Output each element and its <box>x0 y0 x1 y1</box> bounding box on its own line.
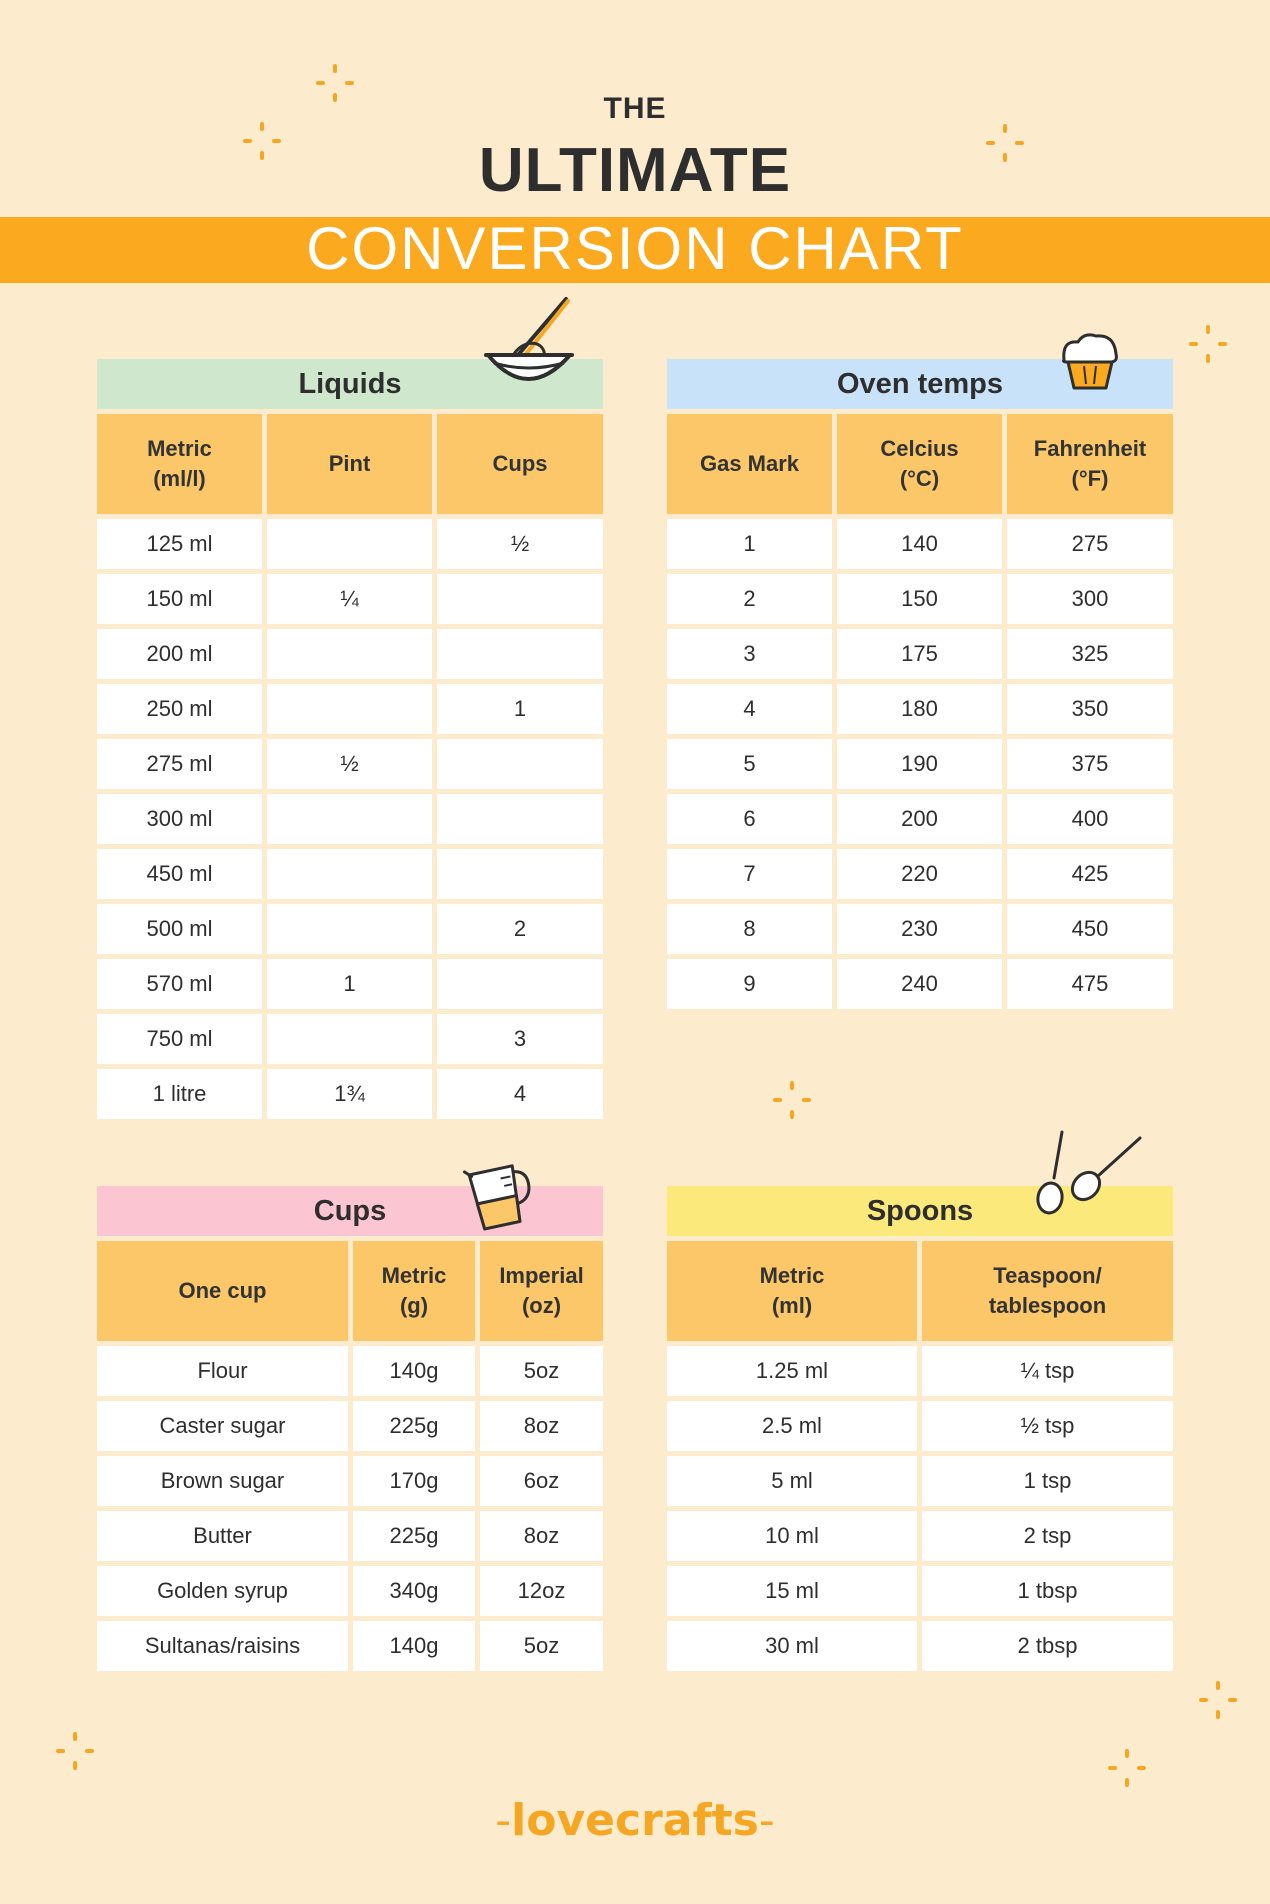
table-cell: 400 <box>1007 794 1173 844</box>
table-row <box>667 959 1173 1009</box>
spoons-table-body <box>667 1346 1173 1671</box>
cups-header-metric: Metric (g) <box>353 1241 475 1341</box>
table-row <box>97 1014 603 1064</box>
table-row <box>97 794 603 844</box>
table-cell <box>267 519 432 569</box>
table-cell: 5oz <box>480 1346 603 1396</box>
table-cell: 1 <box>437 684 603 734</box>
liquids-header-cups: Cups <box>437 414 603 514</box>
table-row <box>97 1511 603 1561</box>
table-cell: 170g <box>353 1456 475 1506</box>
sparkle-icon <box>55 1731 95 1771</box>
cups-header-imperial: Imperial (oz) <box>480 1241 603 1341</box>
table-cell: 570 ml <box>97 959 262 1009</box>
table-cell: 225g <box>353 1511 475 1561</box>
table-cell: 5 ml <box>667 1456 917 1506</box>
cupcake-icon <box>1058 330 1122 394</box>
table-row <box>97 1346 603 1396</box>
table-cell: 1¾ <box>267 1069 432 1119</box>
table-cell <box>267 684 432 734</box>
table-cell: 125 ml <box>97 519 262 569</box>
table-cell: 425 <box>1007 849 1173 899</box>
table-cell: 2 tbsp <box>922 1621 1173 1671</box>
table-row <box>667 1566 1173 1616</box>
table-cell: 12oz <box>480 1566 603 1616</box>
table-row <box>97 959 603 1009</box>
table-cell: 275 <box>1007 519 1173 569</box>
table-cell: 340g <box>353 1566 475 1616</box>
logo-text: lovecrafts <box>511 1795 759 1846</box>
table-cell: 5 <box>667 739 832 789</box>
spoons-header-teaspoon: Teaspoon/ tablespoon <box>922 1241 1173 1341</box>
table-cell: 240 <box>837 959 1002 1009</box>
table-row <box>667 684 1173 734</box>
cups-panel <box>97 1186 603 1676</box>
table-row <box>97 629 603 679</box>
table-cell: 2.5 ml <box>667 1401 917 1451</box>
table-row <box>97 739 603 789</box>
table-row <box>667 1456 1173 1506</box>
table-cell: 10 ml <box>667 1511 917 1561</box>
oven-header-fahrenheit: Fahrenheit (°F) <box>1007 414 1173 514</box>
table-row <box>97 1456 603 1506</box>
table-row <box>97 1401 603 1451</box>
oven-header-gas: Gas Mark <box>667 414 832 514</box>
table-cell: ½ <box>267 739 432 789</box>
table-cell: 8oz <box>480 1401 603 1451</box>
table-cell: ½ <box>437 519 603 569</box>
table-cell: 1 <box>267 959 432 1009</box>
table-cell: Golden syrup <box>97 1566 348 1616</box>
table-row <box>667 739 1173 789</box>
table-cell: Sultanas/raisins <box>97 1621 348 1671</box>
table-cell: 8oz <box>480 1511 603 1561</box>
liquids-title: Liquids <box>97 359 603 409</box>
table-cell: 300 ml <box>97 794 262 844</box>
sparkle-icon <box>1198 1680 1238 1720</box>
table-cell: 1 tsp <box>922 1456 1173 1506</box>
sparkle-icon <box>772 1080 812 1120</box>
table-cell: 3 <box>667 629 832 679</box>
table-row <box>667 629 1173 679</box>
table-cell: 15 ml <box>667 1566 917 1616</box>
table-cell: ½ tsp <box>922 1401 1173 1451</box>
table-row <box>667 904 1173 954</box>
table-cell: 200 <box>837 794 1002 844</box>
table-cell: 1 litre <box>97 1069 262 1119</box>
table-cell: 8 <box>667 904 832 954</box>
table-cell: Brown sugar <box>97 1456 348 1506</box>
table-cell: 450 <box>1007 904 1173 954</box>
table-row <box>97 904 603 954</box>
table-cell <box>267 1014 432 1064</box>
table-cell: ¼ tsp <box>922 1346 1173 1396</box>
cups-title: Cups <box>97 1186 603 1236</box>
table-cell <box>267 629 432 679</box>
table-row <box>667 794 1173 844</box>
spoons-icon <box>1030 1128 1145 1218</box>
table-cell: 300 <box>1007 574 1173 624</box>
table-cell: 9 <box>667 959 832 1009</box>
spoons-title: Spoons <box>667 1186 1173 1236</box>
liquids-table-body <box>97 519 603 1119</box>
table-cell: 140 <box>837 519 1002 569</box>
table-cell: 140g <box>353 1621 475 1671</box>
liquids-panel <box>97 359 603 1124</box>
table-cell: 6 <box>667 794 832 844</box>
table-cell: 750 ml <box>97 1014 262 1064</box>
table-row <box>97 849 603 899</box>
table-cell: 475 <box>1007 959 1173 1009</box>
page-title: ULTIMATE <box>478 136 792 205</box>
table-cell: 375 <box>1007 739 1173 789</box>
lovecrafts-logo: -lovecrafts- <box>495 1795 775 1846</box>
table-cell: 230 <box>837 904 1002 954</box>
table-cell: 500 ml <box>97 904 262 954</box>
cups-header-one-cup: One cup <box>97 1241 348 1341</box>
table-cell: 2 <box>437 904 603 954</box>
table-row <box>667 1401 1173 1451</box>
table-cell: 4 <box>667 684 832 734</box>
table-cell: 190 <box>837 739 1002 789</box>
table-cell: 6oz <box>480 1456 603 1506</box>
table-row <box>97 1069 603 1119</box>
table-cell: 2 tsp <box>922 1511 1173 1561</box>
table-row <box>97 684 603 734</box>
table-cell <box>267 849 432 899</box>
table-row <box>97 1621 603 1671</box>
table-cell: 175 <box>837 629 1002 679</box>
table-cell: Flour <box>97 1346 348 1396</box>
liquids-header-pint: Pint <box>267 414 432 514</box>
table-cell: 180 <box>837 684 1002 734</box>
title-prefix: THE <box>603 92 667 125</box>
oven-header-celcius: Celcius (°C) <box>837 414 1002 514</box>
table-cell <box>437 629 603 679</box>
table-cell <box>267 904 432 954</box>
table-cell: 325 <box>1007 629 1173 679</box>
measuring-jug-icon <box>460 1155 540 1235</box>
table-cell: 7 <box>667 849 832 899</box>
table-cell <box>437 739 603 789</box>
oven-panel <box>667 359 1173 1014</box>
liquids-header-metric: Metric (ml/l) <box>97 414 262 514</box>
table-cell <box>267 794 432 844</box>
oven-table-body <box>667 519 1173 1009</box>
cups-header-row <box>97 1241 603 1341</box>
table-cell: 1 tbsp <box>922 1566 1173 1616</box>
table-cell <box>437 959 603 1009</box>
page-subtitle: CONVERSION CHART <box>306 215 964 282</box>
table-cell: 3 <box>437 1014 603 1064</box>
table-cell: 220 <box>837 849 1002 899</box>
table-row <box>667 519 1173 569</box>
spoons-header-row <box>667 1241 1173 1341</box>
table-cell: 450 ml <box>97 849 262 899</box>
table-cell: 275 ml <box>97 739 262 789</box>
table-cell: 1 <box>667 519 832 569</box>
table-cell <box>437 794 603 844</box>
table-row <box>667 574 1173 624</box>
table-cell: 350 <box>1007 684 1173 734</box>
table-cell <box>437 574 603 624</box>
table-row <box>667 849 1173 899</box>
table-cell: 140g <box>353 1346 475 1396</box>
table-row <box>97 1566 603 1616</box>
sparkle-icon <box>1107 1748 1147 1788</box>
table-cell: 30 ml <box>667 1621 917 1671</box>
spoons-header-metric: Metric (ml) <box>667 1241 917 1341</box>
liquids-header-row <box>97 414 603 514</box>
table-cell: Caster sugar <box>97 1401 348 1451</box>
table-row <box>667 1511 1173 1561</box>
cups-table-body <box>97 1346 603 1671</box>
table-cell: 1.25 ml <box>667 1346 917 1396</box>
spoons-panel <box>667 1186 1173 1676</box>
whisk-bowl-icon <box>480 293 580 403</box>
table-cell: 150 ml <box>97 574 262 624</box>
table-cell: 200 ml <box>97 629 262 679</box>
table-row <box>97 519 603 569</box>
table-cell <box>437 849 603 899</box>
table-row <box>667 1346 1173 1396</box>
table-cell: ¼ <box>267 574 432 624</box>
table-cell: 250 ml <box>97 684 262 734</box>
table-row <box>97 574 603 624</box>
table-cell: 5oz <box>480 1621 603 1671</box>
table-cell: 4 <box>437 1069 603 1119</box>
table-row <box>667 1621 1173 1671</box>
table-cell: 225g <box>353 1401 475 1451</box>
oven-header-row <box>667 414 1173 514</box>
table-cell: 150 <box>837 574 1002 624</box>
oven-title: Oven temps <box>667 359 1173 409</box>
table-cell: Butter <box>97 1511 348 1561</box>
table-cell: 2 <box>667 574 832 624</box>
sparkle-icon <box>1188 324 1228 364</box>
